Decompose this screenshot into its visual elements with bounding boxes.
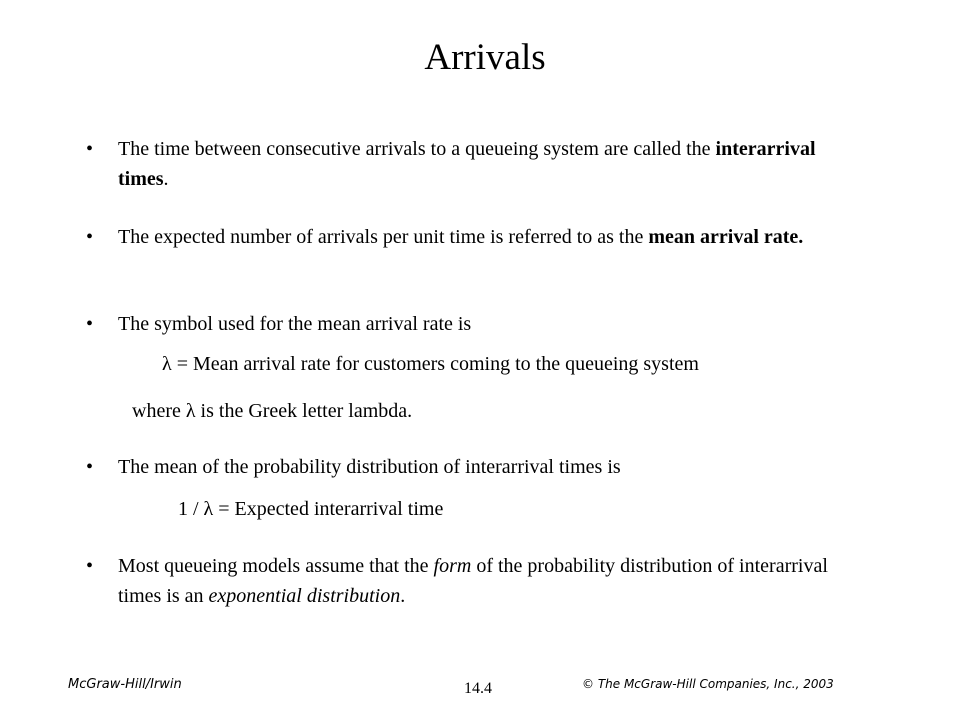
italic-term: exponential distribution	[208, 585, 401, 607]
bullet-marker: •	[86, 226, 94, 248]
bold-term: mean arrival rate.	[648, 226, 804, 248]
bullet-mean-arrival-rate	[118, 222, 858, 252]
slide-title: Arrivals	[424, 37, 546, 78]
lambda-explanation: where λ is the Greek letter lambda.	[132, 400, 413, 422]
bullet-exponential-distribution	[118, 551, 858, 611]
footer-copyright: © The McGraw-Hill Companies, Inc., 2003	[582, 677, 834, 691]
bullet-text: Most queueing models assume that the	[118, 555, 434, 577]
footer-slide-number: 14.4	[464, 680, 492, 697]
bullet-mean-distribution: The mean of the probability distribution of interarrival times is	[118, 456, 621, 478]
bullet-text: of the probability distribution of interarrival times is an	[118, 555, 828, 607]
bullet-marker: •	[86, 313, 94, 335]
bullet-marker: •	[86, 555, 94, 577]
lambda-definition: λ = Mean arrival rate for customers coming to the queueing system	[162, 353, 699, 375]
bullet-text: .	[163, 168, 169, 190]
bold-term: interarrival times	[118, 138, 816, 190]
bullet-text: The expected number of arrivals per unit time is referred to as the	[118, 226, 649, 248]
bullet-marker: •	[86, 138, 94, 160]
bullet-text: The time between consecutive arrivals to a queueing system are called the	[118, 138, 716, 160]
italic-term: form	[433, 555, 472, 577]
bullet-symbol-intro: The symbol used for the mean arrival rate is	[118, 313, 472, 335]
interarrival-formula: 1 / λ = Expected interarrival time	[178, 498, 444, 520]
bullet-interarrival-times	[118, 134, 858, 194]
bullet-marker: •	[86, 456, 94, 478]
footer-publisher: McGraw-Hill/Irwin	[68, 677, 182, 692]
bullet-text: .	[400, 585, 406, 607]
